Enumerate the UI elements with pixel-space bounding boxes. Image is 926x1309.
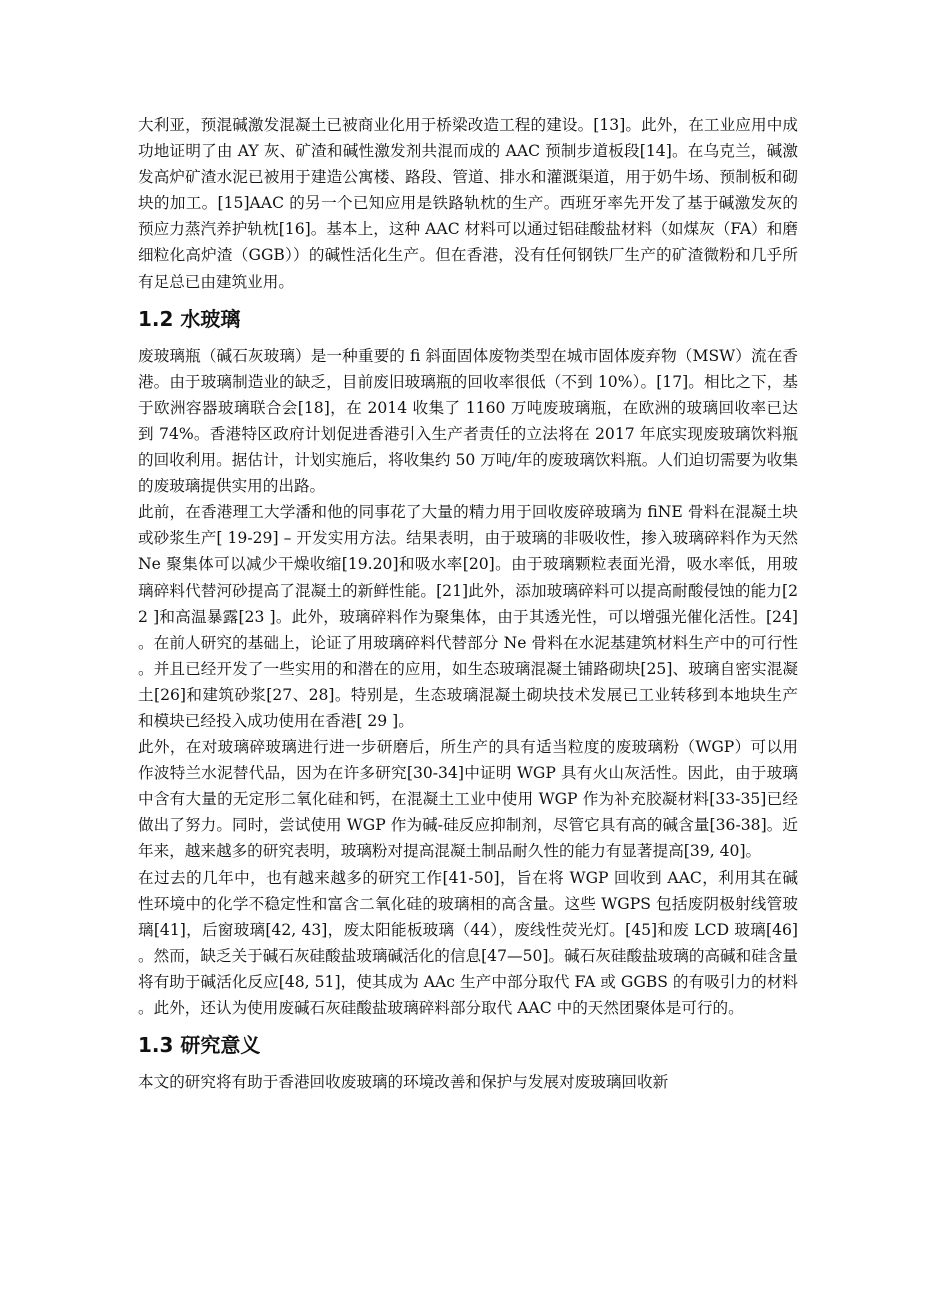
paragraph-intro: 大利亚，预混碱激发混凝土已被商业化用于桥梁改造工程的建设。[13]。此外，在工业应用中成功地证明了由 AY 灰、矿渣和碱性激发剂共混而成的 AAC 预制步道板段[14]。在乌克兰，碱激发高炉矿渣水泥已被用于建造公寓楼、路段、管道、排水和灌溉渠道，用于奶牛场、预制板和砌块的加工。[15]AAC 的另一个已知应用是铁路轨枕的生产。西班牙率先开发了基于碱激发灰的预应力蒸汽养护轨枕[16]。基本上，这种 AAC 材料可以通过铝硅酸盐材料（如煤灰（FA）和磨细粒化高炉渣（GGB））的碱性活化生产。但在香港，没有任何钢铁厂生产的矿渣微粉和几乎所有足总已由建筑业用。	[138, 116, 798, 291]
paragraph-significance: 本文的研究将有助于香港回收废玻璃的环境改善和保护与发展对废玻璃回收新	[138, 1073, 669, 1092]
document-page	[138, 112, 798, 1095]
paragraph-polyu-research: 此前，在香港理工大学潘和他的同事花了大量的精力用于回收废碎玻璃为 ﬁNE 骨料在混凝土块或砂浆生产[ 19-29] – 开发实用方法。结果表明，由于玻璃的非吸收性，掺入玻璃碎料作为天然 Ne 聚集体可以减少干燥收缩[19.20]和吸水率[20]。由于玻璃颗粒表面光滑，吸水率低，用玻璃碎料代替河砂提高了混凝土的新鲜性能。[21]此外，添加玻璃碎料可以提高耐酸侵蚀的能力[22 ]和高温暴露[23 ]。此外，玻璃碎料作为聚集体，由于其透光性，可以增强光催化活性。[24]。在前人研究的基础上，论证了用玻璃碎料代替部分 Ne 骨料在水泥基建筑材料生产中的可行性。并且已经开发了一些实用的和潜在的应用，如生态玻璃混凝土铺路砌块[25]、玻璃自密实混凝土[26]和建筑砂浆[27、28]。特别是，生态玻璃混凝土砌块技术发展已工业转移到本地块生产和模块已经投入成功使用在香港[ 29 ]。	[138, 503, 798, 730]
section-heading-1-3: 1.3 研究意义	[138, 1033, 261, 1058]
paragraph-wgp-aac: 在过去的几年中，也有越来越多的研究工作[41-50]，旨在将 WGP 回收到 AAC，利用其在碱性环境中的化学不稳定性和富含二氧化硅的玻璃相的高含量。这些 WGPS 包括废阴极射线管玻璃[41]，后窗玻璃[42, 43]，废太阳能板玻璃（44），废线性荧光灯。[45]和废 LCD 玻璃[46]。然而，缺乏关于碱石灰硅酸盐玻璃碱活化的信息[47—50]。碱石灰硅酸盐玻璃的高碱和硅含量将有助于碱活化反应[48, 51]，使其成为 AAc 生产中部分取代 FA 或 GGBS 的有吸引力的材料。此外，还认为使用废碱石灰硅酸盐玻璃碎料部分取代 AAC 中的天然团聚体是可行的。	[138, 868, 799, 1017]
paragraph-waste-glass-bottles: 废玻璃瓶（碱石灰玻璃）是一种重要的 ﬁ 斜面固体废物类型在城市固体废弃物（MSW）流在香港。由于玻璃制造业的缺乏，目前废旧玻璃瓶的回收率很低（不到 10%）。[17]。相比之下，基于欧洲容器玻璃联合会[18]，在 2014 收集了 1160 万吨废玻璃瓶，在欧洲的玻璃回收率已达到 74%。香港特区政府计划促进香港引入生产者责任的立法将在 2017 年底实现废玻璃饮料瓶的回收利用。据估计，计划实施后，将收集约 50 万吨/年的废玻璃饮料瓶。人们迫切需要为收集的废玻璃提供实用的出路。	[138, 346, 798, 496]
paragraph-wgp: 此外，在对玻璃碎玻璃进行进一步研磨后，所生产的具有适当粒度的废玻璃粉（WGP）可以用作波特兰水泥替代品，因为在许多研究[30-34]中证明 WGP 具有火山灰活性。因此，由于玻璃中含有大量的无定形二氧化硅和钙，在混凝土工业中使用 WGP 作为补充胶凝材料[33-35]已经做出了努力。同时，尝试使用 WGP 作为碱-硅反应抑制剂，尽管它具有高的碱含量[36-38]。近年来，越来越多的研究表明，玻璃粉对提高混凝土制品耐久性的能力有显著提高[39, 40]。	[138, 738, 798, 861]
section-heading-1-2: 1.2 水玻璃	[138, 306, 241, 331]
